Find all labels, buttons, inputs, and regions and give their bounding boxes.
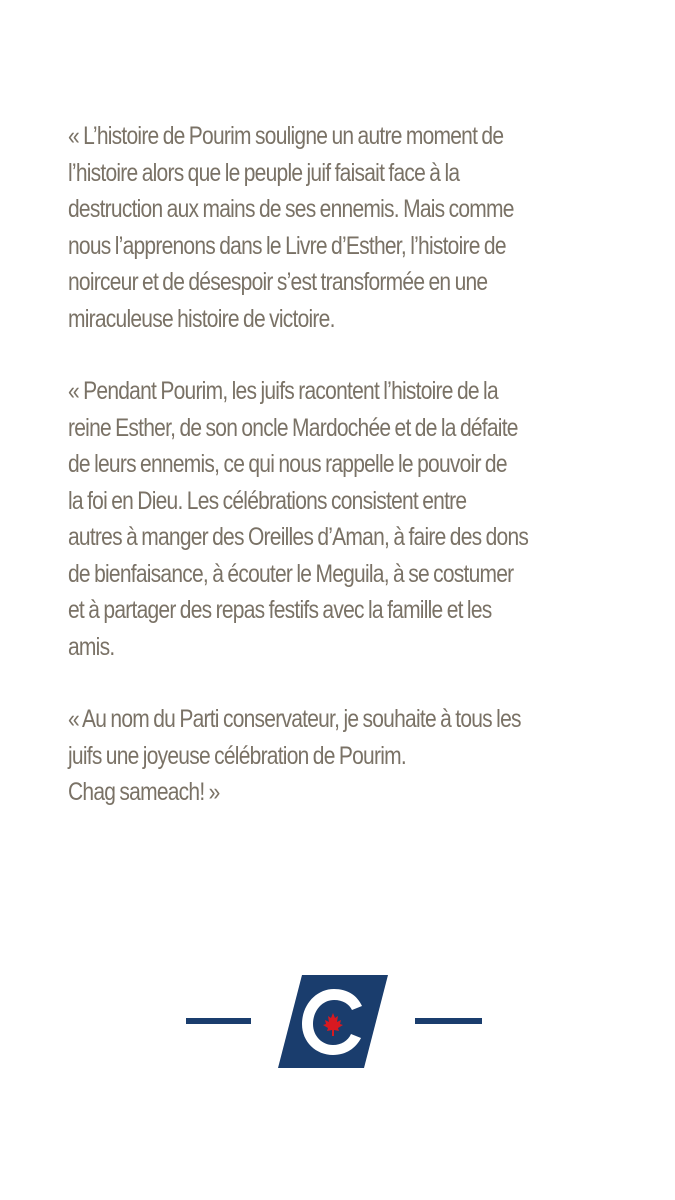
paragraph-1 [68, 118, 632, 337]
left-divider [186, 1018, 251, 1024]
text-line: juifs une joyeuse célébration de Pourim. [68, 741, 406, 770]
paragraph-3 [68, 701, 632, 811]
text-line: amis. [68, 632, 115, 661]
right-divider [415, 1018, 482, 1024]
paragraph-2 [68, 373, 632, 665]
text-line: de bienfaisance, à écouter le Meguila, à se costumer [68, 559, 514, 588]
text-line: « Pendant Pourim, les juifs racontent l’histoire de la [68, 377, 498, 405]
text-line: nous l’apprenons dans le Livre d’Esther, l’histoire de [68, 231, 506, 260]
text-line: de leurs ennemis, ce qui nous rappelle le pouvoir de [68, 450, 507, 478]
text-line: miraculeuse histoire de victoire. [68, 304, 335, 333]
text-line: l’histoire alors que le peuple juif faisait face à la [68, 158, 460, 187]
statement-text [68, 118, 628, 847]
text-line: la foi en Dieu. Les célébrations consistent entre [68, 486, 467, 515]
text-line: autres à manger des Oreilles d’Aman, à faire des dons [68, 523, 529, 551]
text-line: et à partager des repas festifs avec la famille et les [68, 596, 492, 624]
text-line: Chag sameach! » [68, 778, 220, 806]
conservative-party-logo-icon [278, 975, 388, 1068]
text-line: « Au nom du Parti conservateur, je souhaite à tous les [68, 705, 521, 733]
text-line: noirceur et de désespoir s’est transformée en une [68, 268, 488, 296]
footer-logo-row [0, 975, 675, 1070]
text-line: destruction aux mains de ses ennemis. Mais comme [68, 195, 514, 223]
text-line: reine Esther, de son oncle Mardochée et de la défaite [68, 413, 518, 442]
text-line: « L’histoire de Pourim souligne un autre moment de [68, 122, 504, 150]
